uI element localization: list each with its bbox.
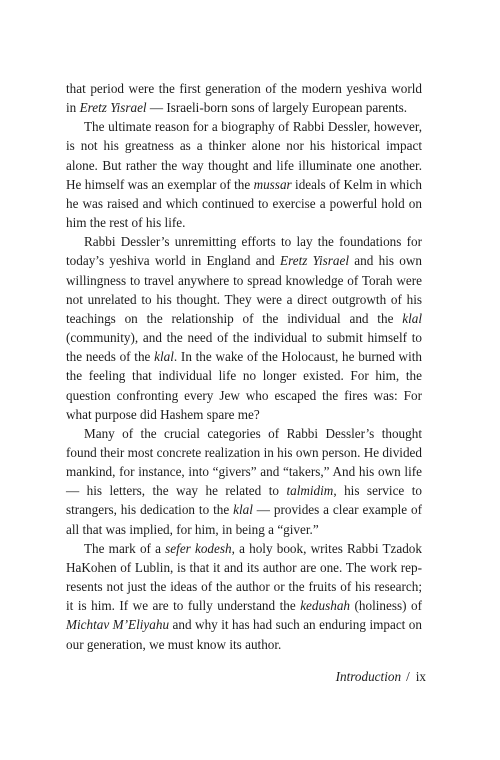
text-run: — provides a clear example of all that was implied, for him, in being a “giver.” bbox=[66, 502, 422, 537]
italic-term: talmidim bbox=[286, 483, 334, 499]
running-footer-separator: / bbox=[406, 669, 410, 684]
paragraph bbox=[66, 539, 422, 654]
text-run: and his own willingness to travel anywhere to spread knowledge of Torah were not unrelated to his thought. They were a direct outgrowth of his teachings on the relationship of the individual and the bbox=[66, 253, 422, 326]
text-run: . In the wake of the Holocaust, he burned with the feeling that individual life no longer existed. For him, the question confronting every Jew who escaped the fires was: For what purpose did Hashem spare me? bbox=[66, 349, 423, 422]
text-run: and why it has had such an enduring impact on our generation, we must know its author. bbox=[66, 617, 422, 652]
italic-term: mussar bbox=[253, 176, 292, 192]
paragraph bbox=[66, 424, 422, 539]
text-run: The mark of a bbox=[84, 540, 166, 556]
text-run: — Israeli-born sons of largely European parents. bbox=[146, 100, 408, 116]
text-run: (holiness) of bbox=[350, 598, 422, 614]
page-number: ix bbox=[415, 669, 426, 684]
italic-term: sefer kodesh bbox=[165, 540, 232, 556]
page-body bbox=[66, 79, 422, 654]
text-run: , his service to strangers, his dedication to the bbox=[66, 483, 422, 518]
running-footer bbox=[0, 667, 426, 686]
italic-term: Eretz Yisrael bbox=[280, 253, 350, 269]
text-run: (community), and the need of the individual to submit himself to the needs of the bbox=[66, 330, 422, 365]
italic-term: klal bbox=[233, 502, 253, 518]
text-run: The ultimate reason for a biography of Rabbi Dessler, however, is not his greatness as a thinker alone nor his historical impact alone. But rather the way thought and life illuminate one another. He himself was an exemplar of the bbox=[66, 119, 422, 192]
italic-term: klal bbox=[154, 349, 174, 365]
italic-term: klal bbox=[402, 310, 422, 326]
running-footer-title: Introduction bbox=[335, 669, 402, 684]
text-run: , a holy book, writes Rabbi Tzadok HaKohen of Lublin, is that it and its author are one. The work represents not just the ideas of the author or the fruits of his research; it is him. If we are to fully understand the bbox=[66, 540, 422, 614]
italic-term: Eretz Yisrael bbox=[79, 100, 147, 116]
italic-term: kedushah bbox=[300, 598, 351, 614]
text-run: that period were the first generation of the modern yeshiva world in bbox=[66, 81, 422, 116]
paragraph bbox=[66, 117, 422, 232]
paragraph bbox=[66, 232, 422, 424]
text-run: Rabbi Dessler’s unremitting efforts to lay the foundations for today’s yeshiva world in England and bbox=[66, 234, 422, 269]
text-run: Many of the crucial categories of Rabbi Dessler’s thought found their most concrete realization in his own person. He divided mankind, for instance, into “givers” and “takers,” And his own life — his letters, the way he related to bbox=[66, 425, 422, 499]
italic-term: Michtav M’Eliyahu bbox=[66, 617, 170, 633]
text-run: ideals of Kelm in which he was raised and which continued to exercise a powerful hold on him the rest of his life. bbox=[66, 176, 422, 231]
paragraph bbox=[66, 79, 422, 117]
